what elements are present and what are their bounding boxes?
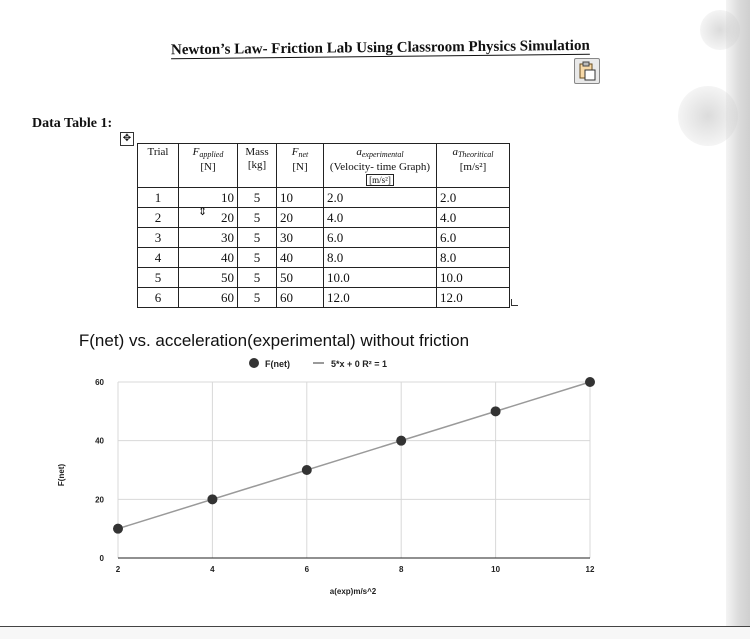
table-move-handle-icon[interactable]: ✥	[120, 132, 134, 146]
cell-f-net: 60	[277, 288, 324, 308]
header-f-net	[277, 144, 324, 188]
cell-trial: 4	[138, 248, 179, 268]
cell-mass: 5	[238, 248, 277, 268]
chart-grid	[118, 382, 590, 558]
y-tick-label: 0	[99, 554, 104, 563]
data-point	[113, 524, 123, 534]
cell-trial: 3	[138, 228, 179, 248]
cell-f-net: 30	[277, 228, 324, 248]
scan-smudge	[700, 10, 740, 50]
header-trial	[138, 144, 179, 188]
header-f-net-symbol: F	[291, 146, 299, 158]
table-row	[138, 248, 510, 268]
cell-trial: 5	[138, 268, 179, 288]
chart-title: F(net) vs. acceleration(experimental) without friction	[78, 331, 470, 350]
cell-f-applied: 40	[179, 248, 238, 268]
cell-f-applied: 60	[179, 288, 238, 308]
header-f-net-unit: [N]	[292, 161, 308, 173]
legend-label-trendline: 5*x + 0 R² = 1	[331, 359, 388, 369]
y-axis-label: F(net)	[57, 463, 66, 487]
scan-bottom-edge	[0, 626, 750, 639]
chart-svg	[0, 326, 726, 626]
table-row	[138, 228, 510, 248]
row-resize-icon[interactable]: ⇕	[198, 205, 208, 218]
header-a-exp-description: (Velocity- time Graph)	[329, 161, 431, 173]
trendline	[118, 382, 590, 529]
table-corner-resize-mark[interactable]	[511, 299, 518, 306]
header-mass-label: Mass	[245, 146, 269, 158]
y-tick-label: 60	[95, 378, 104, 387]
header-mass	[238, 144, 277, 188]
fnet-vs-acceleration-chart	[0, 326, 726, 626]
header-mass-unit: [kg]	[247, 159, 267, 171]
cell-f-applied: 30	[179, 228, 238, 248]
cell-f-applied: 10	[179, 188, 238, 208]
cell-a-experimental: 2.0	[324, 188, 437, 208]
header-f-applied-symbol: F	[192, 146, 200, 158]
cell-a-theoretical: 12.0	[437, 288, 510, 308]
cell-trial: 6	[138, 288, 179, 308]
legend-marker-fnet	[249, 358, 259, 368]
header-f-net-subscript: net	[298, 150, 309, 159]
y-tick-label: 40	[95, 436, 104, 446]
data-point	[302, 465, 312, 475]
data-table-1	[137, 143, 510, 308]
data-point	[396, 436, 406, 446]
table-header-row	[138, 144, 510, 188]
y-tick-label: 20	[95, 495, 104, 505]
cell-mass: 5	[238, 228, 277, 248]
cell-a-experimental: 6.0	[324, 228, 437, 248]
header-trial-label: Trial	[147, 146, 169, 158]
x-tick-label: 6	[304, 565, 310, 574]
cell-a-experimental: 12.0	[324, 288, 437, 308]
header-a-th-unit: [m/s²]	[459, 161, 487, 173]
x-tick-label: 4	[210, 565, 215, 574]
paste-clipboard-icon[interactable]	[574, 58, 600, 84]
header-a-th-symbol: a	[452, 146, 458, 158]
header-f-applied-unit: [N]	[200, 161, 216, 173]
cell-a-theoretical: 10.0	[437, 268, 510, 288]
data-point	[585, 377, 595, 387]
data-point	[207, 494, 217, 504]
cell-a-experimental: 4.0	[324, 208, 437, 228]
legend-label-fnet: F(net)	[265, 359, 290, 369]
header-a-theoretical	[437, 144, 510, 188]
document-title: Newton’s Law- Friction Lab Using Classroom Physics Simulation	[170, 37, 590, 59]
x-tick-label: 12	[585, 565, 595, 574]
table-row	[138, 208, 510, 228]
x-axis-ticks	[116, 565, 595, 574]
chart-legend	[249, 358, 387, 369]
table-row	[138, 188, 510, 208]
table-row	[138, 268, 510, 288]
data-table-label: Data Table 1:	[32, 116, 113, 131]
data-point	[491, 406, 501, 416]
header-a-exp-symbol: a	[356, 146, 362, 158]
header-f-applied-subscript: applied	[199, 150, 224, 159]
cell-a-theoretical: 2.0	[437, 188, 510, 208]
x-tick-label: 2	[115, 565, 121, 574]
scan-smudge	[678, 86, 738, 146]
cell-mass: 5	[238, 268, 277, 288]
cell-a-theoretical: 8.0	[437, 248, 510, 268]
cell-f-net: 20	[277, 208, 324, 228]
cell-mass: 5	[238, 208, 277, 228]
x-tick-label: 8	[398, 565, 404, 574]
cell-a-theoretical: 6.0	[437, 228, 510, 248]
cell-f-net: 50	[277, 268, 324, 288]
table-row	[138, 288, 510, 308]
x-axis-label: a(exp)m/s^2	[329, 587, 377, 596]
header-a-exp-subscript: experimental	[361, 150, 404, 159]
cell-a-experimental: 10.0	[324, 268, 437, 288]
cell-f-applied: 50	[179, 268, 238, 288]
cell-f-applied: 20	[179, 208, 238, 228]
cell-a-experimental: 8.0	[324, 248, 437, 268]
x-tick-label: 10	[491, 565, 501, 574]
y-axis-ticks	[95, 378, 104, 563]
cell-f-net: 40	[277, 248, 324, 268]
header-a-experimental	[324, 144, 437, 188]
cell-trial: 1	[138, 188, 179, 208]
cell-a-theoretical: 4.0	[437, 208, 510, 228]
header-f-applied	[179, 144, 238, 188]
header-a-th-subscript: Theoritical	[457, 150, 494, 159]
cell-mass: 5	[238, 288, 277, 308]
cell-mass: 5	[238, 188, 277, 208]
cell-f-net: 10	[277, 188, 324, 208]
header-a-exp-unit: [m/s²]	[366, 174, 394, 186]
cell-trial: 2	[138, 208, 179, 228]
